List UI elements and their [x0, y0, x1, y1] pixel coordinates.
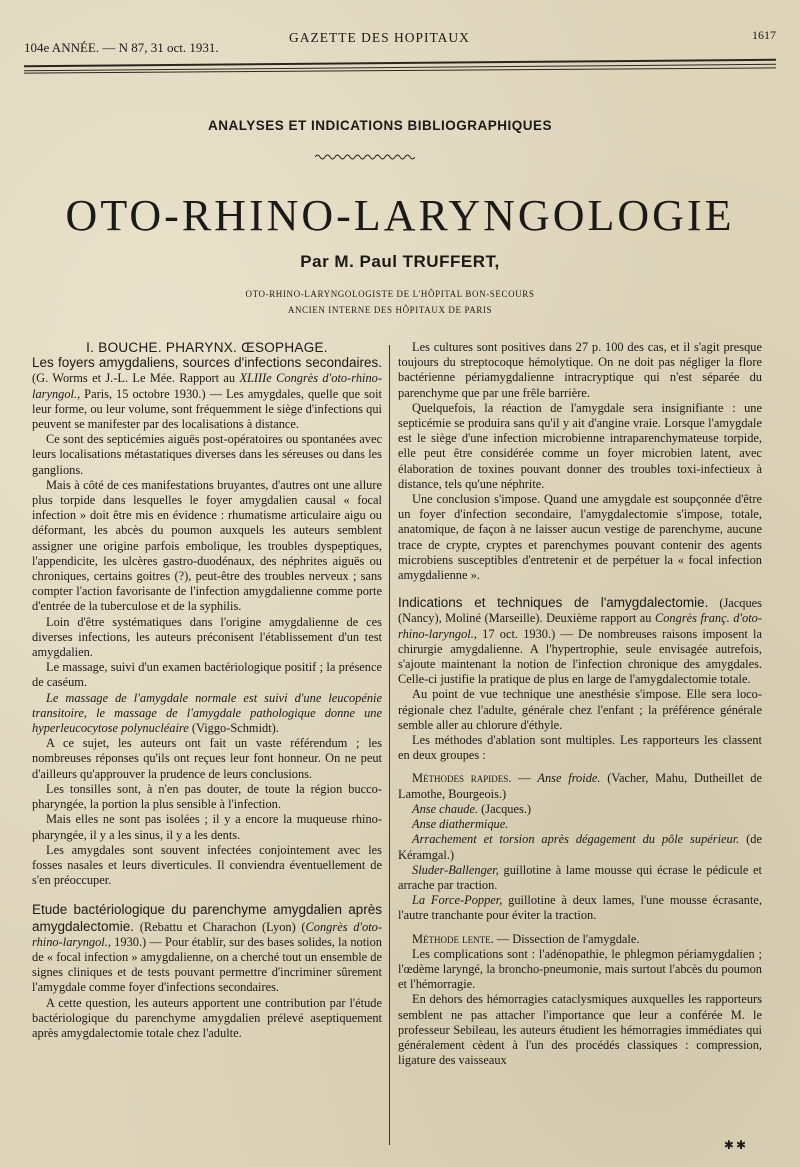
method-name: Anse chaude.	[412, 801, 479, 816]
paragraph: Ce sont des septicémies aiguës post-opératoires ou spontanées avec leurs localisations métastatiques diverses dans les séreuses ou dans les ganglions.	[32, 432, 382, 477]
column-divider	[389, 345, 390, 1145]
article-1	[32, 355, 382, 432]
paragraph: Une conclusion s'impose. Quand une amygdale est soupçonnée d'être un foyer d'infection secondaire, l'amygdalectomie s'impose, totale, anatomique, de façon à ne laisser aucun vestige de parenchyme, aucune trace de crypte, cryptes et parenchymes pouvant contenir des agents microbiens susceptibles d'entretenir et de perpétuer la « focal infection amygdalienne ».	[398, 492, 762, 583]
article-1-ref: (G. Worms et J.-L. Le Mée. Rapport au	[32, 371, 240, 386]
article-1-heading: Les foyers amygdaliens, sources d'infections secondaires.	[32, 355, 382, 371]
paragraph: Les cultures sont positives dans 27 p. 100 des cas, et il s'agit presque toujours du streptocoque hémolytique. On ne doit pas négliger la flore bactérienne périamygdalienne intracryptique qui n'est séparée du parenchyme que par une frêle barrière.	[398, 340, 762, 400]
article-2-text: , 1930.) — Pour établir, sur des bases solides, la notion de « focal infection » amygdalienne, on a cherché tout un ensemble de signes cliniques et de tests pouvant permettre d'incriminer sûrement l'amygdale comme foyer d'infections secondaires.	[32, 934, 382, 995]
article-title: OTO-RHINO-LARYNGOLOGIE	[65, 191, 735, 240]
paragraph	[32, 691, 382, 737]
left-column	[32, 340, 382, 1041]
paragraph: Loin d'être systématiques dans l'origine amygdalienne de ces diverses infections, les auteurs préconisent l'établissement d'un test amygdalien.	[32, 614, 382, 660]
squiggle-ornament	[315, 152, 415, 162]
paragraph: Les méthodes d'ablation sont multiples. Les rapporteurs les classent en deux groupes :	[398, 733, 762, 763]
page-number: 1617	[752, 28, 776, 42]
article-1-text: , Paris, 15 octobre 1930.) — Les amygdales, quelle que soit leur forme, ou leur volume, sont fréquemment le siège d'infections qui peuvent se manifester par des localisations à distance.	[32, 386, 382, 432]
method-item	[398, 863, 762, 893]
method-authors: (Jacques.)	[478, 801, 532, 816]
article-3-heading: Indications et techniques de l'amygdalectomie.	[398, 595, 709, 611]
affiliation-line-2: ANCIEN INTERNE DES HÔPITAUX DE PARIS	[287, 305, 493, 315]
method-item	[398, 802, 762, 817]
method-slow	[398, 932, 762, 947]
article-2-heading: Etude bactériologique du parenchyme amygdalien après amygdalectomie.	[32, 902, 382, 934]
footer-marks: ✱✱	[723, 1138, 748, 1152]
method-label: Méthode lente.	[412, 931, 494, 946]
section-title: ANALYSES ET INDICATIONS BIBLIOGRAPHIQUES	[207, 118, 553, 133]
method-item	[398, 817, 762, 832]
method-name: Sluder-Ballenger,	[412, 862, 499, 877]
italic-quote: Le massage de l'amygdale normale est suivi d'une leucopénie transitoire, le massage de l'amygdale pathologique donne une hyperleucocytose polynucléaire	[32, 690, 382, 736]
paragraph: Quelquefois, la réaction de l'amygdale sera insignifiante : une septicémie se produira sans qu'il y ait d'angine vraie. Lorsque l'amygdale est le siège d'une infection microbienne intraparenchymateuse torpide, elle peut être considérée comme un foyer microbien latent, avec élaboration de toxines pouvant donner des troubles toxi-infectieux à distance, tels qu'une néphrite.	[398, 400, 762, 491]
paragraph: En dehors des hémorragies cataclysmiques auxquelles les rapporteurs semblent ne pas attacher l'importance que leur a conférée M. le professeur Sebileau, les auteurs étudient les hémorragies immédiates qui généralement cèdent à l'un des procédés classiques : compression, ligature des vaisseaux	[398, 992, 762, 1068]
article-3	[398, 595, 762, 687]
paragraph: Mais elles ne sont pas isolées ; il y a encore la muqueuse rhino-pharyngée, il y a les sinus, il y a les dents.	[32, 812, 382, 842]
article-2-ref-italic: Congrès d'oto-rhino-laryngol.	[32, 919, 382, 949]
method-name: Anse diathermique.	[412, 817, 509, 832]
journal-title: GAZETTE DES HOPITAUX	[289, 30, 470, 45]
article-3-ref-italic: Congrès franç. d'oto-rhino-laryngol.	[398, 611, 762, 641]
author-line: Par M. Paul TRUFFERT,	[300, 252, 500, 271]
affiliation-line-1: OTO-RHINO-LARYNGOLOGISTE DE L'HÔPITAL BON-SECOURS	[245, 289, 535, 299]
method-label: Méthodes rapides.	[412, 771, 512, 786]
article-2	[32, 902, 382, 995]
paragraph: Les complications sont : l'adénopathie, le phlegmon périamygdalien ; l'œdème laryngé, la broncho-pneumonie, mais surtout l'abcès du poumon et l'hémorragie.	[398, 946, 762, 992]
running-header	[24, 28, 776, 58]
paragraph: A ce sujet, les auteurs ont fait un vaste référendum ; les nombreuses réponses qu'ils ont reçues leur font honneur. On ne peut d'ailleurs qu'approuver la prudence de leurs conclusions.	[32, 736, 382, 781]
method-rapid	[398, 771, 762, 801]
method-authors: (de Kéramgal.)	[398, 832, 762, 862]
method-item	[398, 832, 762, 862]
method-authors: (Vacher, Mahu, Dutheillet de Lamothe, Bourgeois.)	[398, 771, 762, 801]
method-name: Arrachement et torsion après dégagement du pôle supérieur.	[412, 832, 740, 847]
method-name: Anse froide.	[537, 771, 601, 786]
paragraph: A cette question, les auteurs apportent une contribution par l'étude bactériologique du parenchyme amygdalien prélevé aseptiquement après amygdalectomie totale chez l'adulte.	[32, 995, 382, 1040]
article-2-ref: (Rebattu et Charachon (Lyon) (	[134, 919, 306, 934]
method-desc: — Dissection de l'amygdale.	[493, 931, 640, 946]
method-item	[398, 893, 762, 923]
article-3-text: , 17 oct. 1930.) — De nombreuses raisons imposent la chirurgie amygdalienne. A l'hypertrophie, seule envisagée autrefois, s'ajoute maintenant la notion de l'infection chronique des amygdales. Celle-ci justifie la pratique de plus en large de l'amygdalectomie totale.	[398, 626, 762, 687]
issue-info: 104e ANNÉE. — N 87, 31 oct. 1931.	[24, 40, 219, 55]
paragraph: Le massage, suivi d'un examen bactériologique positif ; la présence de caséum.	[32, 660, 382, 690]
chapter-heading: I. BOUCHE. PHARYNX. ŒSOPHAGE.	[86, 340, 328, 355]
method-desc: guillotine à deux lames, l'une mousse écrasante, l'autre tranchante pour éviter la traction.	[398, 893, 762, 923]
method-desc: guillotine à lame mousse qui écrase le pédicule et arrache par traction.	[398, 862, 762, 892]
method-name: La Force-Popper,	[412, 893, 503, 908]
paragraph: Mais à côté de ces manifestations bruyantes, d'autres ont une allure plus torpide dans lesquelles le foyer amygdalien causal « focal infection » doit être mis en évidence : rhumatisme articulaire aigu ou déformant, les abcès du poumon auxquels les auteurs semblent assigner une origine parfois embolique, les troubles dyspeptiques, l'appendicite, les ulcères gastro-duodénaux, des néphrites aiguës ou chroniques, certains goitres (?), peut-être des troubles nerveux ; sans compter l'action favorisante de l'infection amygdalienne comme porte d'entrée de la tuberculose et de la syphilis.	[32, 477, 382, 614]
article-3-ref: (Jacques (Nancy), Moliné (Marseille). Deuxième rapport au	[398, 596, 762, 626]
paragraph: Les tonsilles sont, à n'en pas douter, de toute la région bucco-pharyngée, la portion la plus sensible à l'infection.	[32, 781, 382, 812]
dash: —	[511, 771, 538, 786]
paragraph: Les amygdales sont souvent infectées conjointement avec les fosses nasales et leurs diverticules. Il conviendra éventuellement de s'en préoccuper.	[32, 842, 382, 888]
paragraph: Au point de vue technique une anesthésie s'impose. Elle sera loco-régionale chez l'adulte, générale chez l'enfant ; la préférence générale semble aller au chlorure d'éthyle.	[398, 687, 762, 732]
quote-source: (Viggo-Schmidt).	[188, 721, 279, 736]
article-1-ref-italic: XLIIIe Congrès d'oto-rhino-laryngol.	[32, 371, 382, 401]
right-column	[398, 340, 762, 1068]
